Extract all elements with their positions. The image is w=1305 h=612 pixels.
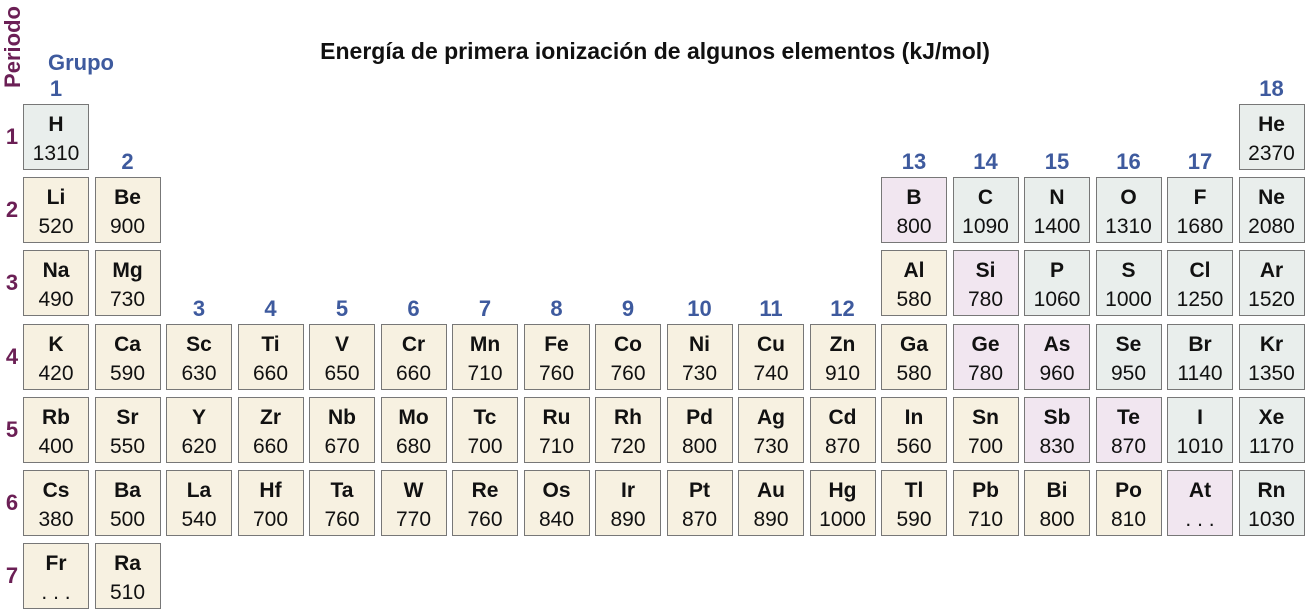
element-symbol: Ca xyxy=(114,332,141,356)
ionization-energy-value: 1310 xyxy=(1105,215,1152,239)
element-cell-ni xyxy=(667,324,733,390)
ionization-energy-value: 950 xyxy=(1110,361,1147,385)
element-symbol: Ba xyxy=(114,479,141,502)
element-cell-fe xyxy=(524,324,590,390)
element-symbol: Pb xyxy=(972,479,999,502)
ionization-energy-value: 660 xyxy=(395,361,432,385)
element-symbol: Rb xyxy=(42,405,70,429)
element-cell-cs xyxy=(23,470,89,536)
element-symbol: V xyxy=(334,332,349,356)
element-cell-ti xyxy=(238,324,304,390)
element-cell-i xyxy=(1167,397,1233,463)
element-cell-ag xyxy=(738,397,804,463)
element-symbol: Zn xyxy=(829,332,856,356)
ionization-energy-value: 420 xyxy=(38,361,74,385)
ionization-energy-value: 1010 xyxy=(1176,434,1224,458)
ionization-energy-value: 740 xyxy=(753,361,789,385)
ionization-energy-value: 700 xyxy=(467,434,503,458)
element-symbol: Fe xyxy=(544,332,569,356)
ionization-energy-value: 590 xyxy=(109,361,146,385)
element-cell-hf xyxy=(238,470,304,536)
element-cell-la xyxy=(166,470,232,536)
element-cell-ru xyxy=(524,397,590,463)
element-cell-ar xyxy=(1239,250,1305,316)
ionization-energy-value: 1030 xyxy=(1248,508,1295,531)
element-cell-rb xyxy=(23,397,89,463)
ionization-energy-value: 780 xyxy=(967,288,1004,312)
group-number-5: 5 xyxy=(335,295,349,321)
element-cell-fr xyxy=(23,543,89,609)
ionization-energy-value: 800 xyxy=(681,434,718,458)
element-symbol: N xyxy=(1049,186,1065,210)
ionization-energy-value: 870 xyxy=(824,434,861,458)
ionization-energy-value: 800 xyxy=(1039,508,1075,531)
element-cell-ta xyxy=(309,470,375,536)
element-cell-f xyxy=(1167,177,1233,243)
element-cell-zr xyxy=(238,397,304,463)
ionization-energy-value: 520 xyxy=(38,215,74,239)
ionization-energy-value: 800 xyxy=(896,215,932,239)
ionization-energy-value: 890 xyxy=(610,508,646,531)
element-cell-sr xyxy=(95,397,161,463)
ionization-energy-value: 490 xyxy=(38,288,74,312)
element-cell-c xyxy=(953,177,1019,243)
element-symbol: Br xyxy=(1188,332,1212,356)
element-symbol: Al xyxy=(903,259,925,283)
ionization-energy-value: 580 xyxy=(896,288,932,312)
period-number-7: 7 xyxy=(5,563,19,589)
element-cell-mn xyxy=(452,324,518,390)
element-symbol: Ag xyxy=(757,405,785,429)
ionization-energy-value: 780 xyxy=(967,361,1004,385)
element-symbol: Cl xyxy=(1189,259,1211,283)
element-cell-mo xyxy=(381,397,447,463)
ionization-energy-value: 550 xyxy=(109,434,146,458)
period-number-4: 4 xyxy=(5,343,19,369)
element-symbol: W xyxy=(403,479,424,502)
group-number-10: 10 xyxy=(687,295,712,321)
element-cell-in xyxy=(881,397,947,463)
element-cell-ba xyxy=(95,470,161,536)
ionization-energy-value: 380 xyxy=(38,508,74,531)
ionization-energy-value: 960 xyxy=(1039,361,1075,385)
element-symbol: Co xyxy=(614,332,642,356)
element-cell-tl xyxy=(881,470,947,536)
element-cell-re xyxy=(452,470,518,536)
ionization-energy-value: 910 xyxy=(824,361,861,385)
ionization-energy-value: 730 xyxy=(753,434,789,458)
element-symbol: Cs xyxy=(42,479,70,502)
element-cell-as xyxy=(1024,324,1090,390)
element-symbol: Ni xyxy=(689,332,710,356)
element-symbol: K xyxy=(48,332,64,356)
ionization-energy-value: 870 xyxy=(1110,434,1147,458)
ionization-energy-value: 560 xyxy=(896,434,932,458)
ionization-energy-value: 1140 xyxy=(1177,361,1223,385)
element-symbol: Na xyxy=(42,259,70,283)
element-cell-ca xyxy=(95,324,161,390)
element-cell-n xyxy=(1024,177,1090,243)
ionization-energy-value: 660 xyxy=(252,434,289,458)
element-cell-sn xyxy=(953,397,1019,463)
element-symbol: Po xyxy=(1115,479,1142,502)
ionization-energy-value: 710 xyxy=(467,361,503,385)
ionization-energy-value: 760 xyxy=(467,508,503,531)
element-cell-ra xyxy=(95,543,161,609)
element-symbol: Au xyxy=(757,479,785,502)
element-symbol: Rh xyxy=(614,405,642,429)
element-cell-ne xyxy=(1239,177,1305,243)
element-symbol: Tc xyxy=(473,405,497,429)
element-symbol: Li xyxy=(46,186,66,210)
element-symbol: Pt xyxy=(689,479,710,502)
element-symbol: In xyxy=(904,405,924,429)
ionization-energy-value: 700 xyxy=(252,508,289,531)
ionization-energy-value: 630 xyxy=(181,361,217,385)
element-cell-s xyxy=(1096,250,1162,316)
period-number-3: 3 xyxy=(5,270,19,296)
element-symbol: B xyxy=(906,186,922,210)
element-symbol: As xyxy=(1043,332,1071,356)
element-cell-pd xyxy=(667,397,733,463)
element-symbol: Mo xyxy=(398,405,429,429)
group-number-9: 9 xyxy=(621,295,635,321)
ionization-energy-value: 1680 xyxy=(1176,215,1224,239)
group-number-3: 3 xyxy=(192,295,206,321)
group-number-16: 16 xyxy=(1116,149,1141,175)
element-cell-rh xyxy=(595,397,661,463)
ionization-energy-value: . . . xyxy=(1185,508,1215,531)
element-symbol: At xyxy=(1188,479,1212,502)
element-cell-v xyxy=(309,324,375,390)
element-cell-at xyxy=(1167,470,1233,536)
group-number-7: 7 xyxy=(478,295,492,321)
ionization-energy-value: 660 xyxy=(252,361,289,385)
element-cell-na xyxy=(23,250,89,316)
ionization-energy-value: 830 xyxy=(1039,434,1075,458)
element-symbol: Cd xyxy=(828,405,857,429)
element-cell-sc xyxy=(166,324,232,390)
element-symbol: Hf xyxy=(259,479,282,502)
ionization-energy-value: 500 xyxy=(109,508,146,531)
element-symbol: Fr xyxy=(45,552,67,576)
element-symbol: C xyxy=(977,186,994,210)
ionization-energy-value: 730 xyxy=(681,361,718,385)
ionization-energy-value: 840 xyxy=(538,508,575,531)
element-symbol: P xyxy=(1049,259,1064,283)
element-symbol: F xyxy=(1193,186,1207,210)
group-number-18: 18 xyxy=(1259,76,1284,101)
period-number-6: 6 xyxy=(5,490,19,515)
element-symbol: Bi xyxy=(1046,479,1068,502)
element-symbol: Kr xyxy=(1259,332,1284,356)
group-number-12: 12 xyxy=(830,295,855,321)
element-cell-he xyxy=(1239,104,1305,170)
element-symbol: Os xyxy=(542,479,571,502)
group-number-4: 4 xyxy=(264,295,277,321)
element-symbol: S xyxy=(1121,259,1136,283)
element-symbol: Ru xyxy=(542,405,571,429)
ionization-energy-value: 730 xyxy=(109,288,146,312)
element-cell-cr xyxy=(381,324,447,390)
ionization-energy-value: 510 xyxy=(109,581,146,605)
ionization-energy-value: 1520 xyxy=(1248,288,1295,312)
element-symbol: Ge xyxy=(971,332,1000,356)
ionization-energy-value: 540 xyxy=(181,508,217,531)
ionization-energy-value: 400 xyxy=(38,434,74,458)
ionization-energy-value: . . . xyxy=(41,581,71,605)
element-cell-o xyxy=(1096,177,1162,243)
group-number-17: 17 xyxy=(1187,149,1213,175)
ionization-energy-value: 810 xyxy=(1110,508,1147,531)
element-cell-cl xyxy=(1167,250,1233,316)
element-symbol: Rn xyxy=(1257,479,1286,502)
element-symbol: Xe xyxy=(1258,405,1285,429)
element-cell-ga xyxy=(881,324,947,390)
ionization-energy-value: 710 xyxy=(967,508,1004,531)
element-symbol: Mg xyxy=(112,259,143,283)
element-symbol: Se xyxy=(1115,332,1142,356)
element-cell-cu xyxy=(738,324,804,390)
ionization-energy-value: 870 xyxy=(681,508,718,531)
element-cell-xe xyxy=(1239,397,1305,463)
element-cell-cd xyxy=(810,397,876,463)
element-cell-co xyxy=(595,324,661,390)
period-number-5: 5 xyxy=(5,416,19,442)
element-symbol: Cu xyxy=(757,332,785,356)
element-cell-pt xyxy=(667,470,733,536)
element-symbol: Sr xyxy=(116,405,139,429)
ionization-energy-value: 900 xyxy=(109,215,146,239)
element-cell-y xyxy=(166,397,232,463)
ionization-energy-value: 1000 xyxy=(819,508,866,531)
group-number-8: 8 xyxy=(550,295,563,321)
element-cell-li xyxy=(23,177,89,243)
element-cell-b xyxy=(881,177,947,243)
ionization-energy-value: 720 xyxy=(610,434,646,458)
element-symbol: Ti xyxy=(261,332,280,356)
element-symbol: La xyxy=(186,479,212,502)
chart-title: Energía de primera ionización de algunos elementos (kJ/mol) xyxy=(320,38,990,64)
element-symbol: Nb xyxy=(328,405,356,429)
ionization-energy-value: 590 xyxy=(896,508,932,531)
element-symbol: He xyxy=(1258,113,1285,136)
group-number-2: 2 xyxy=(121,149,134,175)
ionization-energy-value: 620 xyxy=(181,434,217,458)
ionization-energy-value: 1170 xyxy=(1248,434,1295,458)
element-cell-mg xyxy=(95,250,161,316)
ionization-energy-value: 670 xyxy=(324,434,360,458)
element-cell-al xyxy=(881,250,947,316)
element-cell-sb xyxy=(1024,397,1090,463)
ionization-energy-value: 1000 xyxy=(1105,288,1152,312)
ionization-energy-value: 760 xyxy=(538,361,575,385)
element-cell-po xyxy=(1096,470,1162,536)
ionization-energy-value: 1400 xyxy=(1033,215,1081,239)
ionization-energy-value: 1060 xyxy=(1033,288,1081,312)
element-symbol: Cr xyxy=(401,332,426,356)
element-symbol: Ra xyxy=(114,552,141,576)
ionization-energy-value: 760 xyxy=(610,361,646,385)
element-cell-h xyxy=(23,104,89,170)
group-number-13: 13 xyxy=(901,149,927,175)
element-cell-si xyxy=(953,250,1019,316)
ionization-energy-value: 890 xyxy=(753,508,789,531)
group-number-11: 11 xyxy=(759,295,783,321)
ionization-energy-value: 710 xyxy=(538,434,575,458)
element-symbol: Si xyxy=(975,259,996,283)
element-cell-os xyxy=(524,470,590,536)
element-symbol: Mn xyxy=(469,332,501,356)
element-symbol: Re xyxy=(471,479,499,502)
element-cell-p xyxy=(1024,250,1090,316)
element-symbol: Y xyxy=(191,405,206,429)
element-symbol: I xyxy=(1197,405,1203,429)
period-axis-label: Periodo xyxy=(0,6,25,88)
element-symbol: Te xyxy=(1117,405,1140,429)
element-cell-pb xyxy=(953,470,1019,536)
element-symbol: Sc xyxy=(186,332,212,356)
element-cell-rn xyxy=(1239,470,1305,536)
element-symbol: Sn xyxy=(972,405,999,429)
element-cell-tc xyxy=(452,397,518,463)
ionization-energy-value: 2080 xyxy=(1248,215,1295,239)
group-number-1: 1 xyxy=(49,76,63,101)
element-symbol: Be xyxy=(114,186,141,210)
element-symbol: O xyxy=(1120,186,1137,210)
element-symbol: Zr xyxy=(260,405,281,429)
element-cell-au xyxy=(738,470,804,536)
period-number-2: 2 xyxy=(5,197,19,223)
ionization-energy-value: 1250 xyxy=(1176,288,1224,312)
element-symbol: Tl xyxy=(904,479,924,502)
element-cell-kr xyxy=(1239,324,1305,390)
element-cell-ir xyxy=(595,470,661,536)
element-cell-be xyxy=(95,177,161,243)
element-symbol: Ir xyxy=(620,479,635,502)
element-cell-te xyxy=(1096,397,1162,463)
ionization-energy-value: 1310 xyxy=(32,142,80,165)
element-cell-se xyxy=(1096,324,1162,390)
element-symbol: Ar xyxy=(1259,259,1284,283)
element-symbol: Ne xyxy=(1258,186,1285,210)
element-cell-bi xyxy=(1024,470,1090,536)
element-symbol: Hg xyxy=(828,479,857,502)
element-symbol: H xyxy=(48,113,64,136)
element-cell-br xyxy=(1167,324,1233,390)
element-symbol: Sb xyxy=(1043,405,1071,429)
ionization-energy-value: 1090 xyxy=(962,215,1009,239)
ionization-energy-value: 2370 xyxy=(1248,142,1295,165)
ionization-energy-value: 680 xyxy=(395,434,432,458)
element-cell-hg xyxy=(810,470,876,536)
element-symbol: Ga xyxy=(899,332,928,356)
element-cell-zn xyxy=(810,324,876,390)
element-cell-w xyxy=(381,470,447,536)
group-number-6: 6 xyxy=(407,295,420,321)
ionization-energy-value: 700 xyxy=(967,434,1004,458)
group-axis-label: Grupo xyxy=(48,50,114,75)
element-cell-nb xyxy=(309,397,375,463)
element-symbol: Pd xyxy=(686,405,713,429)
element-cell-k xyxy=(23,324,89,390)
ionization-energy-value: 760 xyxy=(324,508,360,531)
ionization-energy-value: 1350 xyxy=(1248,361,1295,385)
element-cell-ge xyxy=(953,324,1019,390)
group-number-15: 15 xyxy=(1044,149,1070,175)
group-number-14: 14 xyxy=(973,149,998,175)
ionization-energy-value: 770 xyxy=(395,508,432,531)
element-symbol: Ta xyxy=(330,479,354,502)
ionization-energy-value: 580 xyxy=(896,361,932,385)
ionization-energy-value: 650 xyxy=(324,361,360,385)
period-number-1: 1 xyxy=(5,124,19,149)
